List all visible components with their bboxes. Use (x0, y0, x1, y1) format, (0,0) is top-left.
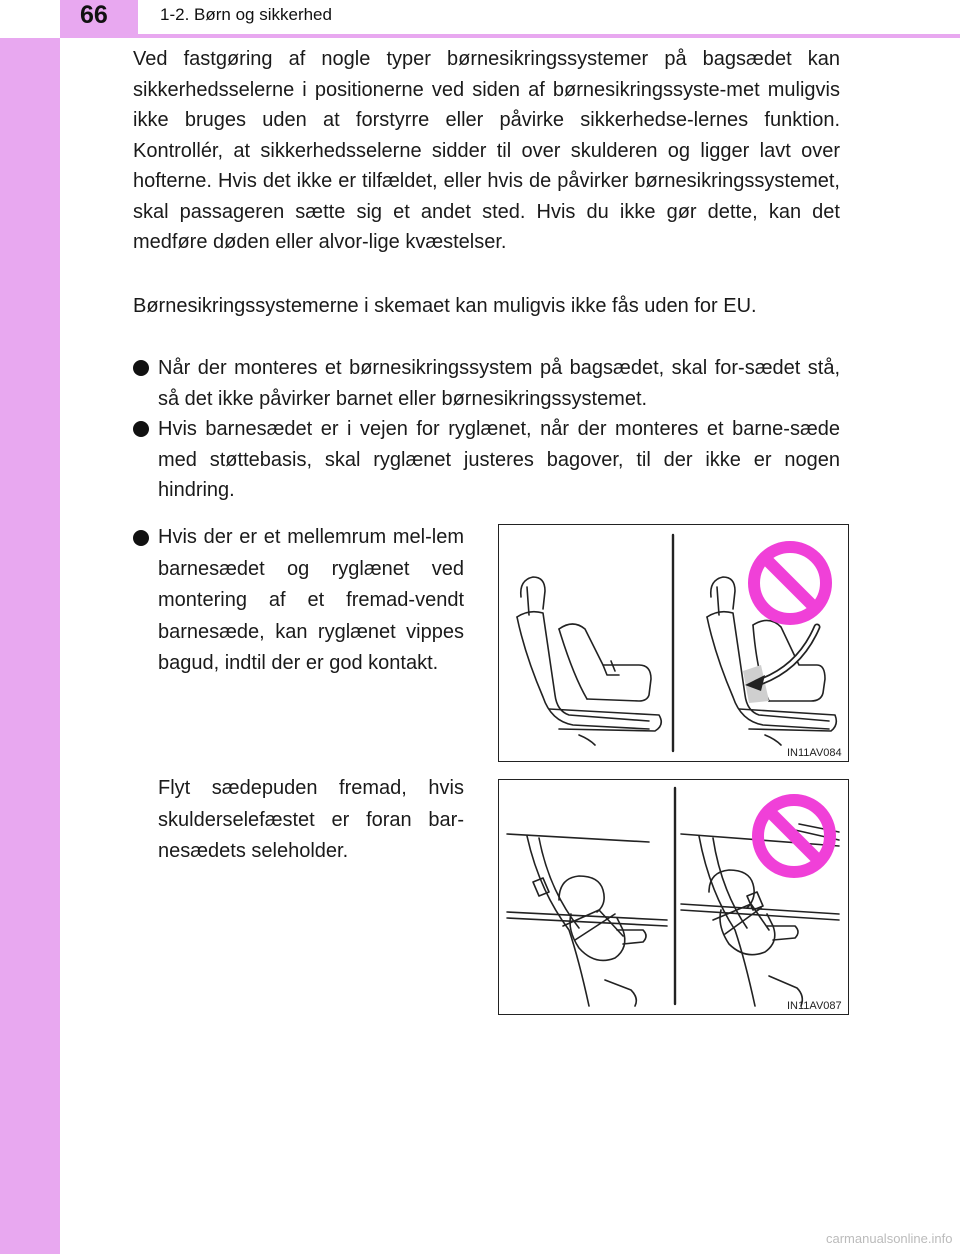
paragraph-eu-availability: Børnesikringssystemerne i skemaet kan muligvis ikke fås uden for EU. (133, 295, 757, 317)
bullet-seatback-gap: Hvis der er et mellemrum mel-lem barnesædet og ryglænet ved montering af et fremad-vendt barnesæde, kan ryglænet vippes bagud, indtil der er god kontakt. (158, 526, 464, 674)
figure-code: IN11AV084 (787, 747, 842, 759)
bullet-front-seat: Når der monteres et børnesikringssystem på bagsædet, skal for-sædet stå, så det ikke påvirker barnet eller børnesikringssystemet. (158, 357, 840, 410)
figure-code: IN11AV087 (787, 1000, 842, 1012)
header-rule (60, 34, 960, 38)
figure-seat-gap (498, 524, 849, 762)
seat-illustration (499, 525, 848, 761)
car-interior-illustration (499, 780, 848, 1014)
page-header (0, 0, 960, 38)
paragraph-seatbelt-warning: Ved fastgøring af nogle typer børnesikringssystemer på bagsædet kan sikkerhedsselerne i positionerne ved siden af børnesikringssyste-met muligvis ikke bruges uden at forstyrre eller påvirke sikkerhedse-lernes funktion. Kontrollér, at sikkerhedsselerne sidder til over skulderen og ligger lavt over hofterne. Hvis det ikke er tilfældet, eller hvis de påvirker børnesikringssystemet, skal passageren sætte sig et andet sted. Hvis du ikke gør dette, kan det medføre døden eller alvor-lige kvæstelser. (133, 48, 840, 253)
bullet-icon (133, 360, 149, 376)
footer-watermark: carmanualsonline.info (826, 1231, 953, 1246)
paragraph-seat-cushion: Flyt sædepuden fremad, hvis skulderselefæstet er foran bar-nesædets seleholder. (158, 777, 464, 862)
bullet-seatback-obstruction: Hvis barnesædet er i vejen for ryglænet, når der monteres et barne-sæde med støttebasis, skal ryglænet justeres bagover, til der ikke er nogen hindring. (158, 418, 840, 501)
page-number: 66 (80, 1, 108, 29)
no-entry-icon (754, 547, 826, 619)
figure-belt-anchor (498, 779, 849, 1015)
section-title: 1-2. Børn og sikkerhed (160, 5, 332, 24)
page-side-tab (0, 0, 60, 1254)
bullet-icon (133, 530, 149, 546)
bullet-icon (133, 421, 149, 437)
